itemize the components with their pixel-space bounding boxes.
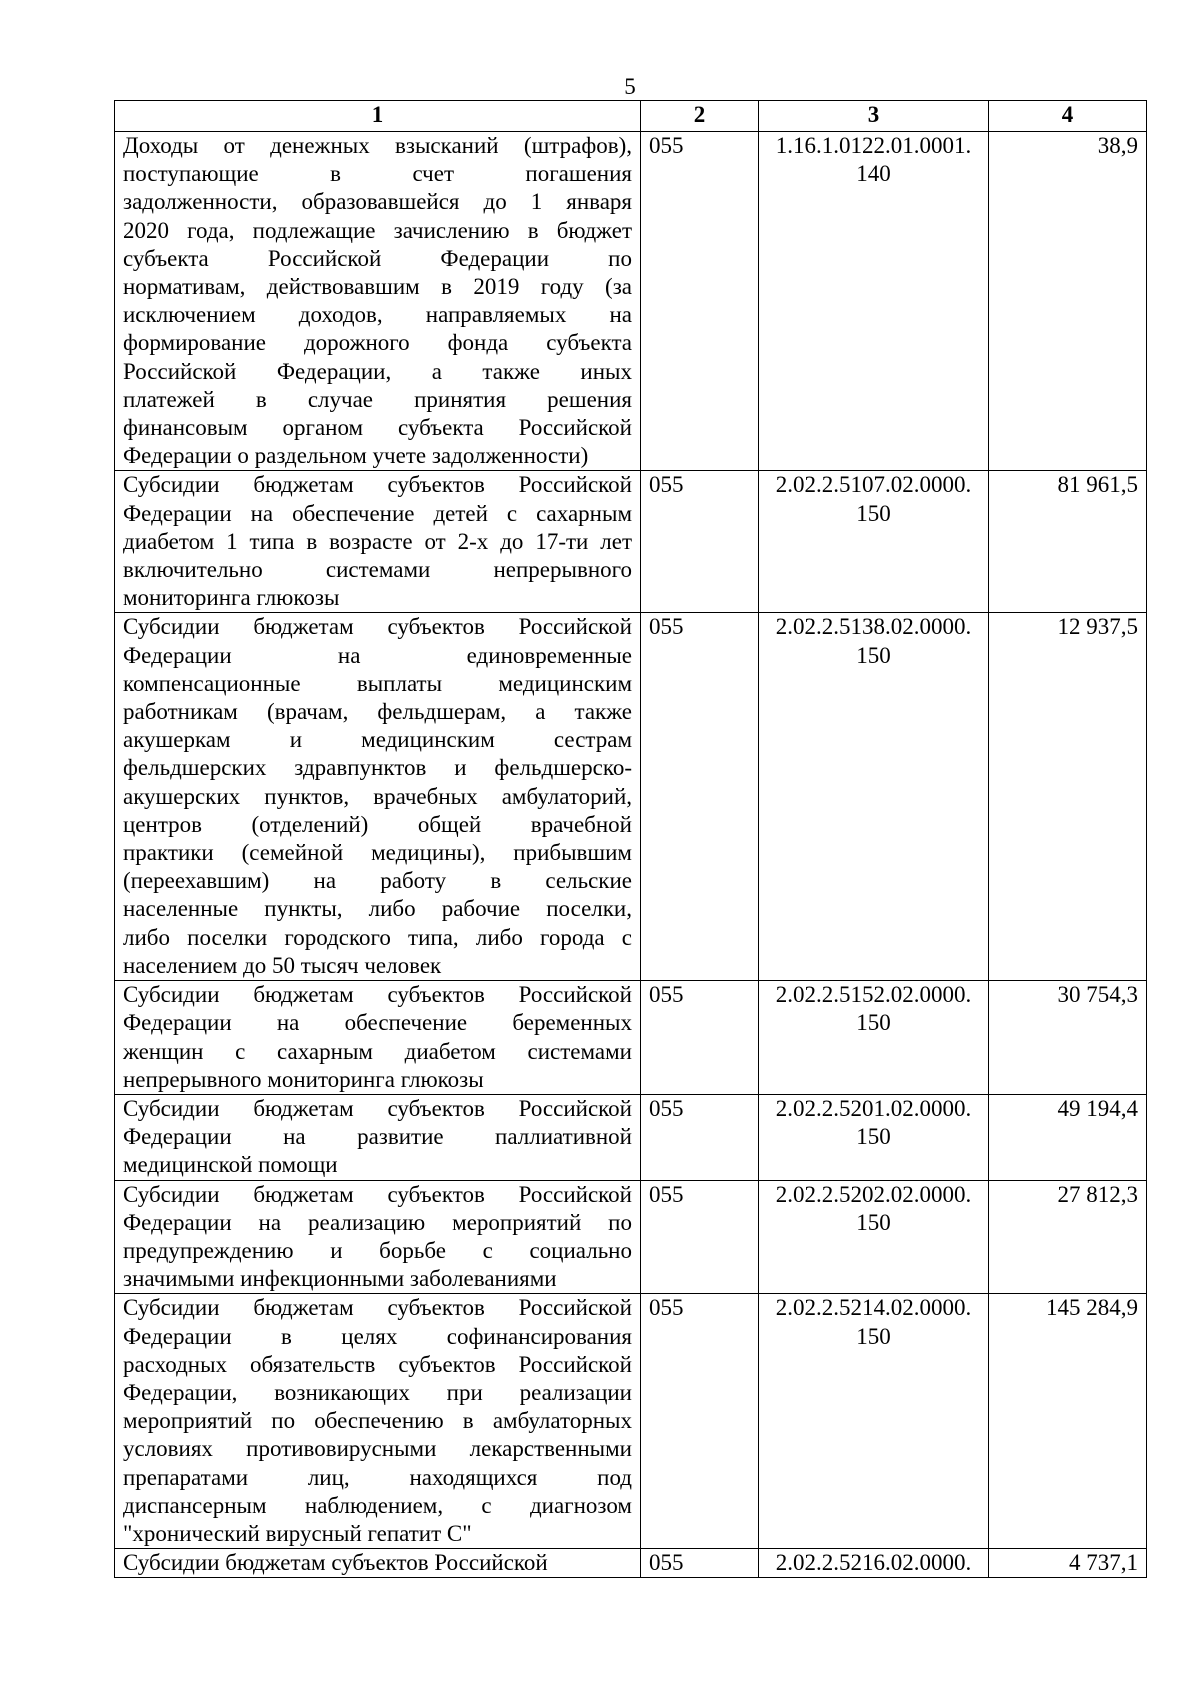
description-line: задолженности, образовавшейся до 1 января — [123, 189, 632, 215]
table-row — [115, 981, 1147, 1095]
table-row — [115, 132, 1147, 471]
description-line: субъекта Российской Федерации по — [123, 245, 632, 271]
description-line: Доходы от денежных взысканий (штрафов), — [123, 133, 632, 158]
table-body — [115, 132, 1147, 1578]
row-classification-code — [759, 471, 989, 613]
description-line: финансовым органом субъекта Российской — [123, 415, 632, 441]
code-line: 150 — [856, 1124, 891, 1150]
column-header-2: 2 — [641, 101, 759, 132]
description-line: "хронический вирусный гепатит С" — [123, 1520, 472, 1546]
description-line: населенные пункты, либо рабочие поселки, — [123, 896, 632, 922]
description-line: Федерации на единовременные — [123, 642, 632, 668]
description-line: поступающие в счет погашения — [123, 161, 632, 187]
description-line: (переехавшим) на работу в сельские — [123, 868, 632, 894]
description-line: Федерации на реализацию мероприятий по — [123, 1209, 632, 1235]
column-header-1: 1 — [115, 101, 641, 132]
page-number: 5 — [624, 74, 636, 99]
description-line: предупреждению и борьбе с социально — [123, 1237, 632, 1263]
row-amount: 49 194,4 — [989, 1094, 1147, 1180]
code-line: 140 — [856, 161, 891, 187]
table-row — [115, 1180, 1147, 1294]
row-admin-code: 055 — [641, 1094, 759, 1180]
row-classification-code — [759, 1094, 989, 1180]
table-row — [115, 471, 1147, 613]
description-line: компенсационные выплаты медицинским — [123, 670, 632, 696]
description-line: мероприятий по обеспечению в амбулаторных — [123, 1408, 632, 1434]
description-line: Российской Федерации, а также иных — [123, 358, 632, 384]
row-description — [115, 471, 641, 613]
table-row — [115, 1094, 1147, 1180]
description-line: мониторинга глюкозы — [123, 585, 340, 611]
row-amount: 38,9 — [989, 132, 1147, 471]
description-line: Субсидии бюджетам субъектов Российской — [123, 614, 632, 640]
description-line: Федерации в целях софинансирования — [123, 1323, 632, 1349]
description-line: нормативам, действовавшим в 2019 году (за — [123, 274, 632, 300]
row-description — [115, 981, 641, 1095]
description-line: непрерывного мониторинга глюкозы — [123, 1066, 484, 1092]
code-line: 150 — [856, 1010, 891, 1036]
row-admin-code: 055 — [641, 1180, 759, 1294]
description-line: медицинской помощи — [123, 1152, 338, 1178]
row-admin-code: 055 — [641, 471, 759, 613]
row-classification-code — [759, 1294, 989, 1549]
description-line: Федерации о раздельном учете задолженности) — [123, 443, 589, 469]
row-classification-code — [759, 1180, 989, 1294]
code-line: 1.16.1.0122.01.0001. — [775, 133, 972, 158]
row-amount: 30 754,3 — [989, 981, 1147, 1095]
row-description — [115, 132, 641, 471]
description-line: формирование дорожного фонда субъекта — [123, 330, 632, 356]
description-line: Субсидии бюджетам субъектов Российской — [123, 472, 632, 498]
description-line: Субсидии бюджетам субъектов Российской — [123, 1095, 632, 1121]
description-line: 2020 года, подлежащие зачислению в бюджет — [123, 217, 632, 243]
description-line: Федерации на обеспечение беременных — [123, 1010, 632, 1036]
description-line: населением до 50 тысяч человек — [123, 952, 442, 978]
row-classification-code — [759, 1549, 989, 1578]
row-admin-code: 055 — [641, 981, 759, 1095]
description-line: центров (отделений) общей врачебной — [123, 811, 632, 837]
row-classification-code — [759, 132, 989, 471]
row-admin-code: 055 — [641, 1549, 759, 1578]
description-line: акушерских пунктов, врачебных амбулаторий, — [123, 783, 632, 809]
row-admin-code: 055 — [641, 613, 759, 981]
code-line: 2.02.2.5138.02.0000. — [775, 614, 972, 640]
description-line: Федерации, возникающих при реализации — [123, 1379, 632, 1405]
description-line: условиях противовирусными лекарственными — [123, 1436, 632, 1462]
description-line: расходных обязательств субъектов Российской — [123, 1351, 632, 1377]
description-line: диспансерным наблюдением, с диагнозом — [123, 1492, 632, 1518]
row-admin-code: 055 — [641, 1294, 759, 1549]
row-classification-code — [759, 981, 989, 1095]
column-header-4: 4 — [989, 101, 1147, 132]
code-line: 2.02.2.5152.02.0000. — [775, 982, 972, 1008]
table-header-row — [115, 101, 1147, 132]
description-line: Субсидии бюджетам субъектов Российской — [123, 1295, 632, 1321]
table-row — [115, 613, 1147, 981]
row-description — [115, 1094, 641, 1180]
description-line: Субсидии бюджетам субъектов Российской — [123, 982, 632, 1008]
row-amount: 81 961,5 — [989, 471, 1147, 613]
description-line: исключением доходов, направляемых на — [123, 302, 632, 328]
description-line: практики (семейной медицины), прибывшим — [123, 840, 632, 866]
budget-revenue-table — [114, 100, 1147, 1578]
description-line: платежей в случае принятия решения — [123, 386, 632, 412]
row-amount: 12 937,5 — [989, 613, 1147, 981]
code-line: 2.02.2.5107.02.0000. — [775, 472, 972, 498]
description-line: включительно системами непрерывного — [123, 557, 632, 583]
description-line: Федерации на развитие паллиативной — [123, 1124, 632, 1150]
code-line: 150 — [856, 1323, 891, 1349]
row-description — [115, 613, 641, 981]
description-line: работникам (врачам, фельдшерам, а также — [123, 699, 632, 725]
description-line: Субсидии бюджетам субъектов Российской — [123, 1550, 548, 1576]
description-line: препаратами лиц, находящихся под — [123, 1464, 632, 1490]
row-amount: 4 737,1 — [989, 1549, 1147, 1578]
row-amount: 145 284,9 — [989, 1294, 1147, 1549]
row-description — [115, 1294, 641, 1549]
description-line: женщин с сахарным диабетом системами — [123, 1038, 632, 1064]
code-line: 2.02.2.5201.02.0000. — [775, 1095, 972, 1121]
code-line: 150 — [856, 1209, 891, 1235]
table-row — [115, 1294, 1147, 1549]
description-line: либо поселки городского типа, либо города с — [123, 924, 632, 950]
row-admin-code: 055 — [641, 132, 759, 471]
code-line: 150 — [856, 500, 891, 526]
description-line: фельдшерских здравпунктов и фельдшерско- — [123, 755, 632, 781]
code-line: 2.02.2.5216.02.0000. — [775, 1550, 972, 1576]
description-line: акушеркам и медицинским сестрам — [123, 727, 632, 753]
row-description — [115, 1180, 641, 1294]
description-line: диабетом 1 типа в возрасте от 2-х до 17-ти лет — [123, 528, 632, 554]
table-row — [115, 1549, 1147, 1578]
description-line: Субсидии бюджетам субъектов Российской — [123, 1181, 632, 1207]
code-line: 150 — [856, 642, 891, 668]
code-line: 2.02.2.5202.02.0000. — [775, 1181, 972, 1207]
row-amount: 27 812,3 — [989, 1180, 1147, 1294]
code-line: 2.02.2.5214.02.0000. — [775, 1295, 972, 1321]
description-line: Федерации на обеспечение детей с сахарным — [123, 500, 632, 526]
row-description — [115, 1549, 641, 1578]
description-line: значимыми инфекционными заболеваниями — [123, 1266, 557, 1292]
row-classification-code — [759, 613, 989, 981]
column-header-3: 3 — [759, 101, 989, 132]
